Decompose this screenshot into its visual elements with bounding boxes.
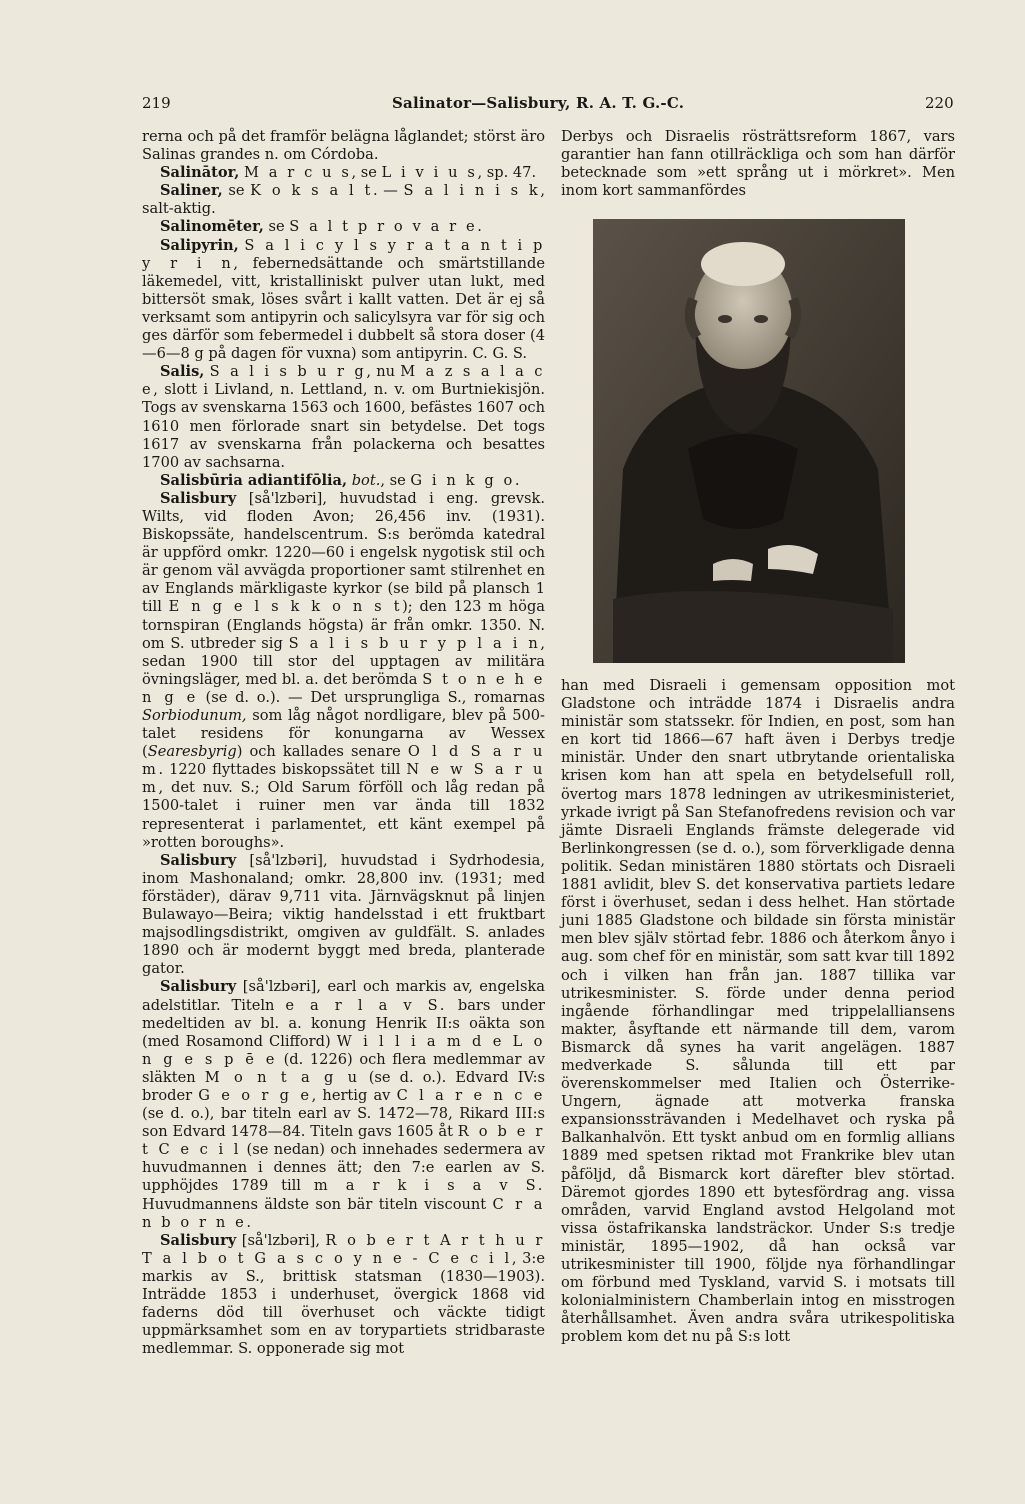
entry-headword: Salisbury: [160, 851, 237, 869]
entry-headword: Salisbūria adiantifōlia,: [160, 471, 348, 489]
entry-salisburia: Salisbūria adiantifōlia, bot., se G i n k g o.: [160, 471, 520, 489]
author-signature: C. G. S.: [472, 345, 527, 363]
entry-headword: Saliner,: [160, 182, 223, 200]
left-page-number: 219: [142, 94, 171, 112]
entry-headword: Salis,: [160, 363, 205, 381]
entry-headword: Salisbury: [160, 1231, 237, 1249]
entry-salipyrin: Salipyrin, S a l i c y l s y r a t a n t i p y r i n, febernedsättande och smärtstillande läkemedel, vitt, kristalliniskt pulver utan lukt, med bittersöt smak, löses svårt i kallt vatten. Det är ej så verksamt som antipyrin och salicylsyra var för sig och ges därför som febermedel i dubbelt så stora doser (4—6—8 g på dagen för vuxna) som antipyrin. C. G. S.: [142, 236, 545, 363]
entry-salinometer: Salinomēter, se S a l t p r o v a r e.: [160, 218, 482, 236]
entry-saliner: Saliner, se K o k s a l t. — S a l i n i s k, salt-aktig.: [142, 182, 546, 218]
entry-headword: Salinomēter,: [160, 218, 264, 236]
right-column-top: [561, 128, 955, 200]
entry-headword: Salisbury: [160, 489, 237, 507]
statesman-continuation: Derbys och Disraelis rösträttsreform 1867, vars garantier han fann otillräckliga och som han därför betecknade som »ett språng ut i mörkret». Men inom kort sammanfördes: [561, 128, 955, 200]
entry-salisbury-england: Salisbury [så'lzbəri], huvudstad i eng. grevsk. Wilts, vid floden Avon; 26,456 inv. (1931). Biskopssäte, handelscentrum. S:s berömda katedral är uppförd omkr. 1220—60 i engelsk nygotisk stil och är genom väl avvägda proportioner samt stilrenhet en av Englands märkligaste kyrkor (se bild på plansch 1 till E n g e l s k k o n s t); den 123 m höga tornspiran (Englands högsta) är från omkr. 1350. N. om S. utbreder sig S a l i s b u r y p l a i n, sedan 1900 till stor del upptagen av militära övningsläger, med bl. a. det berömda S t o n e h e n g e (se d. o.). — Det ursprungliga S., romarnas Sorbiodunum, som låg något nordligare, blev på 500-talet residens för konungarna av Wessex (Searesbyrig) och kallades senare O l d S a r u m. 1220 flyttades biskopssätet till N e w S a r u m, det nuv. S.; Old Sarum förföll och låg redan på 1500-talet i ruiner men var ända till 1832 representerat i parlamentet, ett känt exempel på »rotten boroughs».: [142, 489, 546, 851]
statesman-continuation-2: han med Disraeli i gemensam opposition mot Gladstone och inträdde 1874 i Disraelis andra ministär som statssekr. för Indien, en post, som han en kort tid 1866—67 haft även i Derbys tredje ministär. Under den snart utbrytande orientaliska krisen kom han att spela en betydelsefull roll, övertog mars 1878 ledningen av utrikesministeriet, yrkade ivrigt på San Stefanofredens revision och var jämte Disraeli Englands främste delegerade vid Berlinkongressen (se d. o.), som förverkligade denna politik. Sedan ministären 1880 störtats och Disraeli 1881 avlidit, blev S. det konservativa partiets ledare först i överhuset, sedan i dess helhet. Han störtade juni 1885 Gladstone och bildade sin första ministär men blev själv störtad febr. 1886 och återkom ånyo i aug. som chef för en ministär, som satt kvar till 1892 och i vilken han från jan. 1887 tillika var utrikesminister. S. förde under denna period ingående förhandlingar med trippelalliansens makter, åsyftande ett närmande till dem, varom Bismarck då synes ha varit angelägen. 1887 medverkade S. sålunda till ett par överenskommelser med Italien och Österrike-Ungern, ägnade att motverka franska expansionssträvanden i Medelhavet och ryska på Balkanhalvön. Ett tyskt anbud om en formlig allians 1889 med spetsen riktad mot Frankrike blev utan påföljd, då Bismarck kort därefter blev störtad. Däremot gjordes 1890 ett bytesfördrag ang. vissa områden, varvid England avstod Helgoland mot vissa östafrikanska landsträckor. Under S:s tredje ministär, 1895—1902, då han också var utrikesminister till 1900, följde nya förhandlingar om förbund med Tyskland, varvid S. i motsats till kolonialministern Chamberlain intog en misstrogen återhållsamhet. Även andra svåra utrikespolitiska problem kom det nu på S:s lott: [561, 677, 955, 1346]
portrait-photo: [593, 219, 905, 663]
right-page-number: 220: [925, 94, 954, 112]
entry-salisbury-statesman: Salisbury [så'lzbəri], R o b e r t A r t h u r T a l b o t G a s c o y n e - C e c i l, 3:e markis av S., brittisk statsman (1830—1903). Inträdde 1853 i underhuset, övergick 1868 vid faderns död till överhuset och väckte tidigt uppmärksamhet som en av torypartiets stridbaraste medlemmar. S. opponerade sig mot: [142, 1231, 546, 1358]
entry-headword: Salinātor,: [160, 164, 240, 182]
entry-continuation: rerna och på det framför belägna låglandet; störst äro Salinas grandes n. om Córdoba.: [142, 128, 545, 164]
entry-salinator: Salinātor, M a r c u s, se L i v i u s, sp. 47.: [160, 164, 537, 182]
left-column: [142, 128, 545, 1398]
running-header: Salinator—Salisbury, R. A. T. G.-C.: [392, 94, 685, 112]
entry-salis: Salis, S a l i s b u r g, nu M a z s a l a c e, slott i Livland, n. Lettland, n. v. om Burtniekisjön. Togs av svenskarna 1563 och 1600, befästes 1607 och 1610 men förlorade snart sin betydelse. Det togs 1617 av svenskarna från polackerna och besattes 1700 av sachsarna.: [142, 363, 546, 471]
entry-headword: Salisbury: [160, 978, 237, 996]
entry-salisbury-rhodesia: Salisbury [så'lzbəri], huvudstad i Sydrhodesia, inom Mashonaland; omkr. 28,800 inv. (1931; med förstäder), därav 9,711 vita. Järnvägsknut på linjen Bulawayo—Beira; viktig handelsstad i ett fruktbart majsodlingsdistrikt, omgiven av guldfält. S. anlades 1890 och är modernt byggt med breda, planterade gator.: [142, 851, 545, 978]
portrait-illustration: [593, 219, 905, 663]
entry-salisbury-titles: Salisbury [så'lzbəri], earl och markis av, engelska adelstitlar. Titeln e a r l a v S. bars under medeltiden av bl. a. konung Henrik II:s oäkta son (med Rosamond Clifford) W i l l i a m d e L o n g e s p ē e (d. 1226) och flera medlemmar av släkten M o n t a g u (se d. o.). Edvard IV:s broder G e o r g e, hertig av C l a r e n c e (se d. o.), bar titeln earl av S. 1472—78, Rikard III:s son Edvard 1478—84. Titeln gavs 1605 åt R o b e r t C e c i l (se nedan) och innehades sedermera av huvudmannen i dennes ätt; den 7:e earlen av S. upphöjdes 1789 till m a r k i s a v S. Huvudmannens äldste son bär titeln viscount C r a n b o r n e.: [142, 978, 546, 1231]
entry-headword: Salipyrin,: [160, 236, 239, 254]
right-column-bottom: [561, 677, 955, 1346]
